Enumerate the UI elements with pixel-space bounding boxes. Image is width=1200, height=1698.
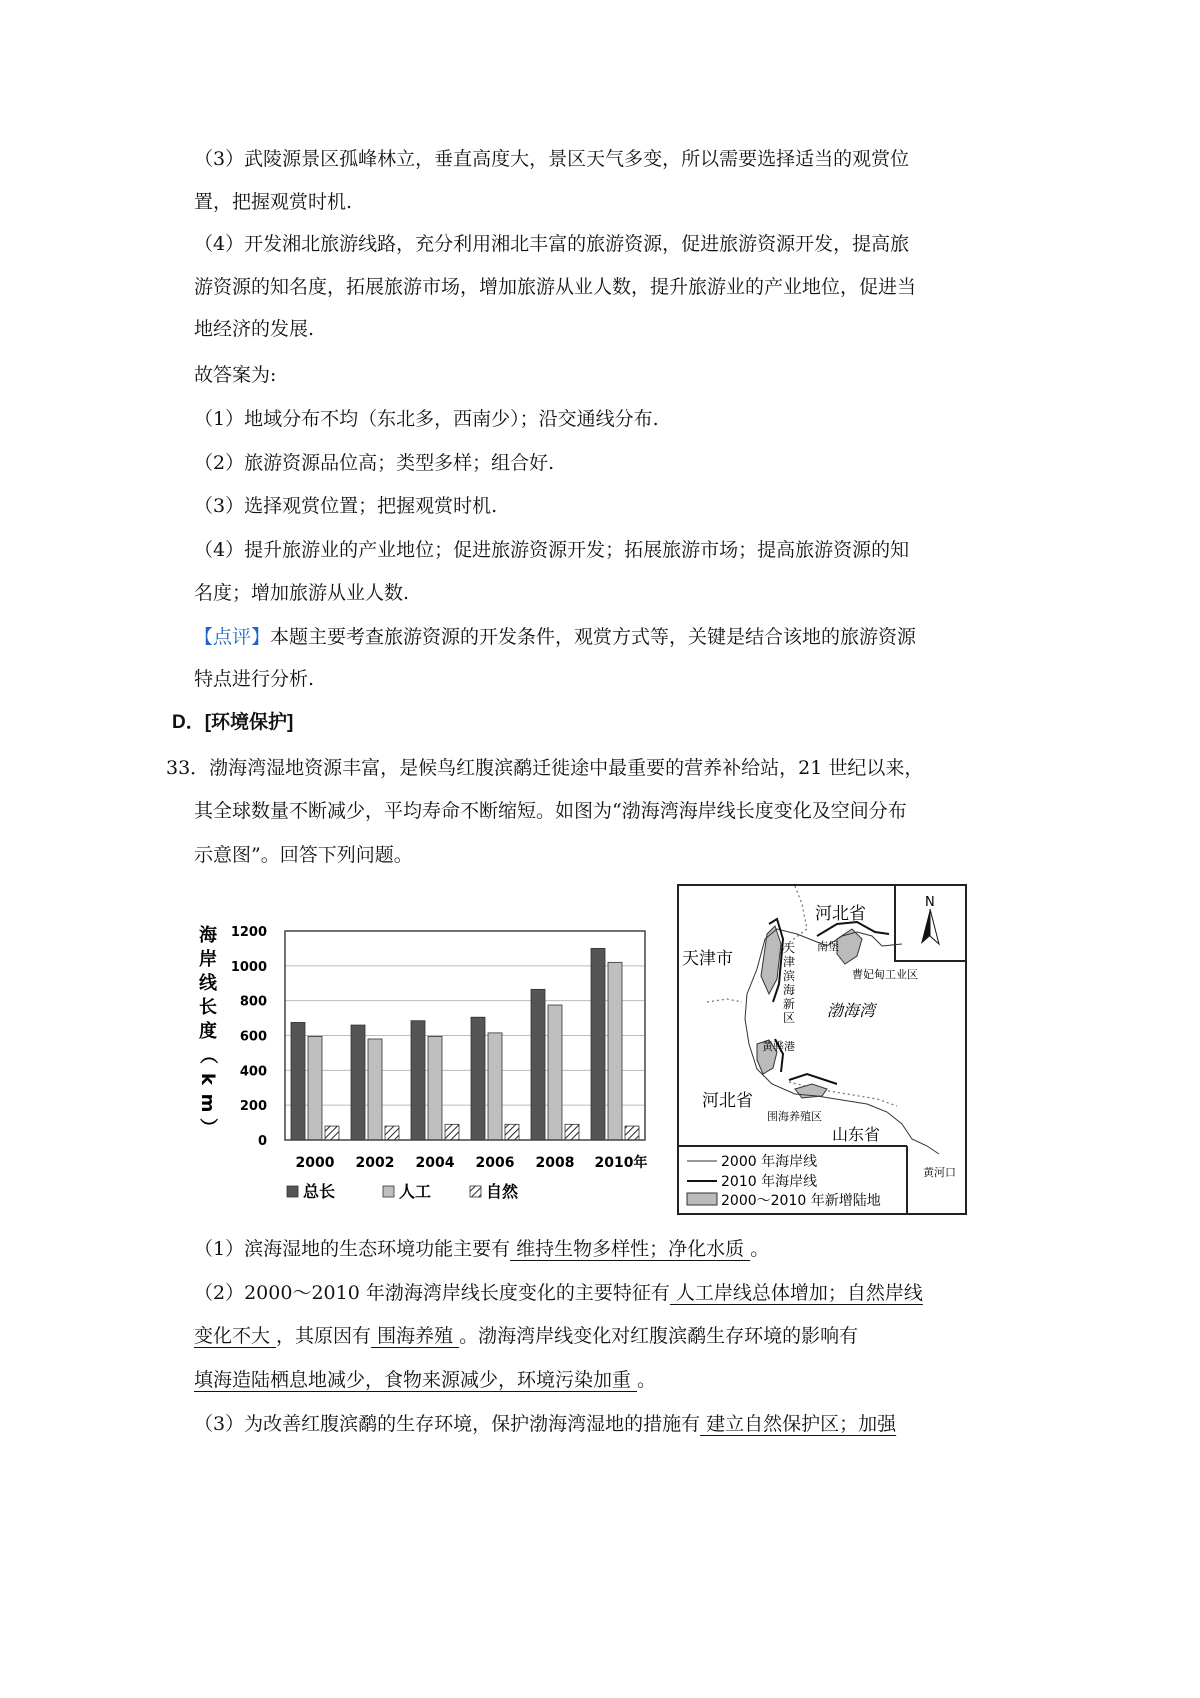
answer-2-line1: [194, 1279, 923, 1307]
coastline-bar-chart: [190, 905, 670, 1225]
text-line: （3）武陵源景区孤峰林立，垂直高度大，景区天气多变，所以需要选择适当的观赏位: [194, 148, 910, 170]
answer-2-impact-prompt: 。渤海湾岸线变化对红腹滨鹬生存环境的影响有: [459, 1325, 859, 1347]
bar-artificial-2002: [368, 1039, 382, 1140]
y-axis-label-char: 岸: [199, 949, 217, 970]
y-tick-label: 600: [239, 1029, 267, 1045]
bar-natural-2006: [505, 1124, 519, 1140]
bar-natural-2000: [325, 1126, 339, 1140]
y-tick-labels: [231, 925, 267, 1149]
text-line: （2）旅游资源品位高；类型多样；组合好.: [194, 452, 555, 474]
comment-line: [194, 623, 916, 651]
text-line: （3）选择观赏位置；把握观赏时机.: [194, 495, 498, 517]
bars: [291, 948, 639, 1140]
label-binhai-char: 区: [782, 1011, 796, 1025]
legend-swatch-artificial: [383, 1186, 394, 1197]
x-tick-labels: [296, 1154, 648, 1171]
y-tick-label: 0: [257, 1134, 267, 1149]
bar-artificial-2000: [308, 1036, 322, 1140]
label-shandong: 山东省: [832, 1125, 881, 1144]
x-tick-label: 2002: [355, 1155, 395, 1171]
legend-swatch-total: [287, 1186, 298, 1197]
north-label: N: [925, 895, 935, 910]
answer-3: [194, 1410, 896, 1438]
y-axis-label-char: ）: [197, 1118, 218, 1136]
text-line: 置，把握观赏时机.: [194, 191, 353, 213]
legend-swatch-new-land: [687, 1193, 717, 1205]
bar-total-2000: [291, 1022, 305, 1140]
bar-natural-2004: [445, 1124, 459, 1140]
label-bohai-bay: 渤海湾: [827, 1001, 876, 1020]
y-tick-label: 1000: [230, 959, 267, 975]
y-tick-label: 200: [239, 1099, 267, 1115]
legend-label-2000: 2000 年海岸线: [721, 1154, 818, 1170]
y-axis-label-char: m: [197, 1093, 218, 1113]
label-yellow-river-mouth: 黄河口: [923, 1166, 956, 1179]
legend-label-natural: 自然: [486, 1182, 519, 1201]
bar-artificial-2008: [548, 1005, 562, 1140]
question-33-line: 其全球数量不断减少，平均寿命不断缩短。如图为“渤海湾海岸线长度变化及空间分布: [194, 800, 907, 822]
text-line: 故答案为:: [194, 364, 277, 386]
text-line: （1）地域分布不均（东北多，西南少）；沿交通线分布.: [194, 408, 659, 430]
text-line: （4）提升旅游业的产业地位；促进旅游资源开发；拓展旅游市场；提高旅游资源的知: [194, 539, 910, 561]
label-binhai: [783, 941, 795, 1025]
y-axis-label: [197, 924, 218, 1136]
answer-2-reason-fill: 围海养殖: [371, 1325, 460, 1347]
answer-1-fill: 维持生物多样性；净化水质: [510, 1238, 751, 1260]
x-tick-label: 2004: [415, 1155, 455, 1171]
answer-2-prompt: （2）2000～2010 年渤海湾岸线长度变化的主要特征有: [194, 1282, 670, 1304]
answer-3-prompt: （3）为改善红腹滨鹬的生存环境，保护渤海湾湿地的措施有: [194, 1413, 701, 1435]
answer-2-line2: [194, 1322, 858, 1350]
text-line: 名度；增加旅游从业人数.: [194, 582, 410, 604]
answer-1-prompt: （1）滨海湿地的生态环境功能主要有: [194, 1238, 511, 1260]
answer-2-line3: [194, 1366, 656, 1394]
label-binhai-char: 津: [782, 955, 796, 969]
label-binhai-char: 新: [782, 997, 796, 1011]
label-binhai-char: 天: [782, 941, 796, 955]
label-weihai: 围海养殖区: [767, 1110, 822, 1123]
x-tick-label: 2006: [475, 1155, 515, 1171]
label-hebei-north: 河北省: [815, 904, 866, 924]
answer-1: [194, 1235, 769, 1263]
text-line: 特点进行分析.: [194, 668, 315, 690]
text-line: （4）开发湘北旅游线路，充分利用湘北丰富的旅游资源，促进旅游资源开发，提高旅: [194, 233, 910, 255]
y-axis-label-char: 长: [199, 997, 217, 1018]
label-caofeidian: 曹妃甸工业区: [852, 968, 918, 981]
text-line: 地经济的发展.: [194, 318, 315, 340]
answer-2-fill: 人工岸线总体增加；自然岸线: [669, 1282, 923, 1304]
y-tick-label: 400: [239, 1064, 267, 1080]
x-tick-label: 2010年: [594, 1155, 648, 1171]
y-axis-label-char: 海: [199, 925, 217, 946]
label-tianjin: 天津市: [682, 949, 733, 969]
bar-artificial-2006: [488, 1033, 502, 1140]
y-tick-label: 800: [239, 994, 267, 1010]
question-33-line: 示意图”。回答下列问题。: [194, 844, 413, 866]
label-nanpu: 南堡: [817, 940, 839, 953]
y-axis-label-char: （: [197, 1046, 218, 1064]
answer-2-impact-fill: 填海造陆栖息地减少，食物来源减少，环境污染加重: [194, 1369, 638, 1391]
bar-natural-2002: [385, 1126, 399, 1140]
chart-legend: [287, 1182, 519, 1201]
bar-artificial-2010年: [608, 962, 622, 1140]
answer-2-end: 。: [637, 1369, 657, 1391]
comment-tag: 【点评】: [194, 626, 271, 648]
legend-swatch-natural: [470, 1186, 481, 1197]
text-line: 游资源的知名度，拓展旅游市场，增加旅游从业人数，提升旅游业的产业地位，促进当: [194, 276, 917, 298]
legend-label-artificial: 人工: [399, 1182, 432, 1201]
y-axis-label-char: 度: [199, 1021, 217, 1042]
answer-2-fill-cont: 变化不大: [194, 1325, 277, 1347]
y-tick-label: 1200: [230, 925, 267, 940]
label-hebei-south: 河北省: [702, 1091, 753, 1111]
answer-3-fill: 建立自然保护区；加强: [700, 1413, 897, 1435]
bar-total-2010年: [591, 948, 605, 1140]
section-heading: D．[环境保护]: [172, 712, 294, 733]
comment-text: 本题主要考查旅游资源的开发条件，观赏方式等，关键是结合该地的旅游资源: [270, 626, 917, 648]
question-33-line: 33．渤海湾湿地资源丰富，是候鸟红腹滨鹬迁徙途中最重要的营养补给站，21 世纪以来，: [166, 757, 924, 779]
bar-total-2002: [351, 1025, 365, 1140]
label-huanghua: 黄骅港: [762, 1040, 795, 1053]
bar-natural-2010年: [625, 1126, 639, 1140]
y-axis-label-char: 线: [199, 973, 217, 994]
bar-total-2006: [471, 1017, 485, 1140]
answer-2-mid: ，其原因有: [276, 1325, 372, 1347]
label-binhai-char: 海: [782, 983, 796, 997]
bar-artificial-2004: [428, 1036, 442, 1140]
legend-label-total: 总长: [303, 1182, 336, 1201]
bohai-bay-map: [677, 884, 967, 1215]
answer-1-end: 。: [750, 1238, 770, 1260]
bar-natural-2008: [565, 1124, 579, 1140]
x-tick-label: 2008: [535, 1155, 575, 1171]
legend-label-2010: 2010 年海岸线: [721, 1174, 818, 1190]
y-axis-label-char: k: [197, 1073, 218, 1085]
bar-total-2004: [411, 1021, 425, 1140]
label-binhai-char: 滨: [782, 969, 796, 983]
x-tick-label: 2000: [295, 1155, 335, 1171]
legend-label-new-land: 2000～2010 年新增陆地: [721, 1193, 881, 1209]
bar-total-2008: [531, 989, 545, 1140]
